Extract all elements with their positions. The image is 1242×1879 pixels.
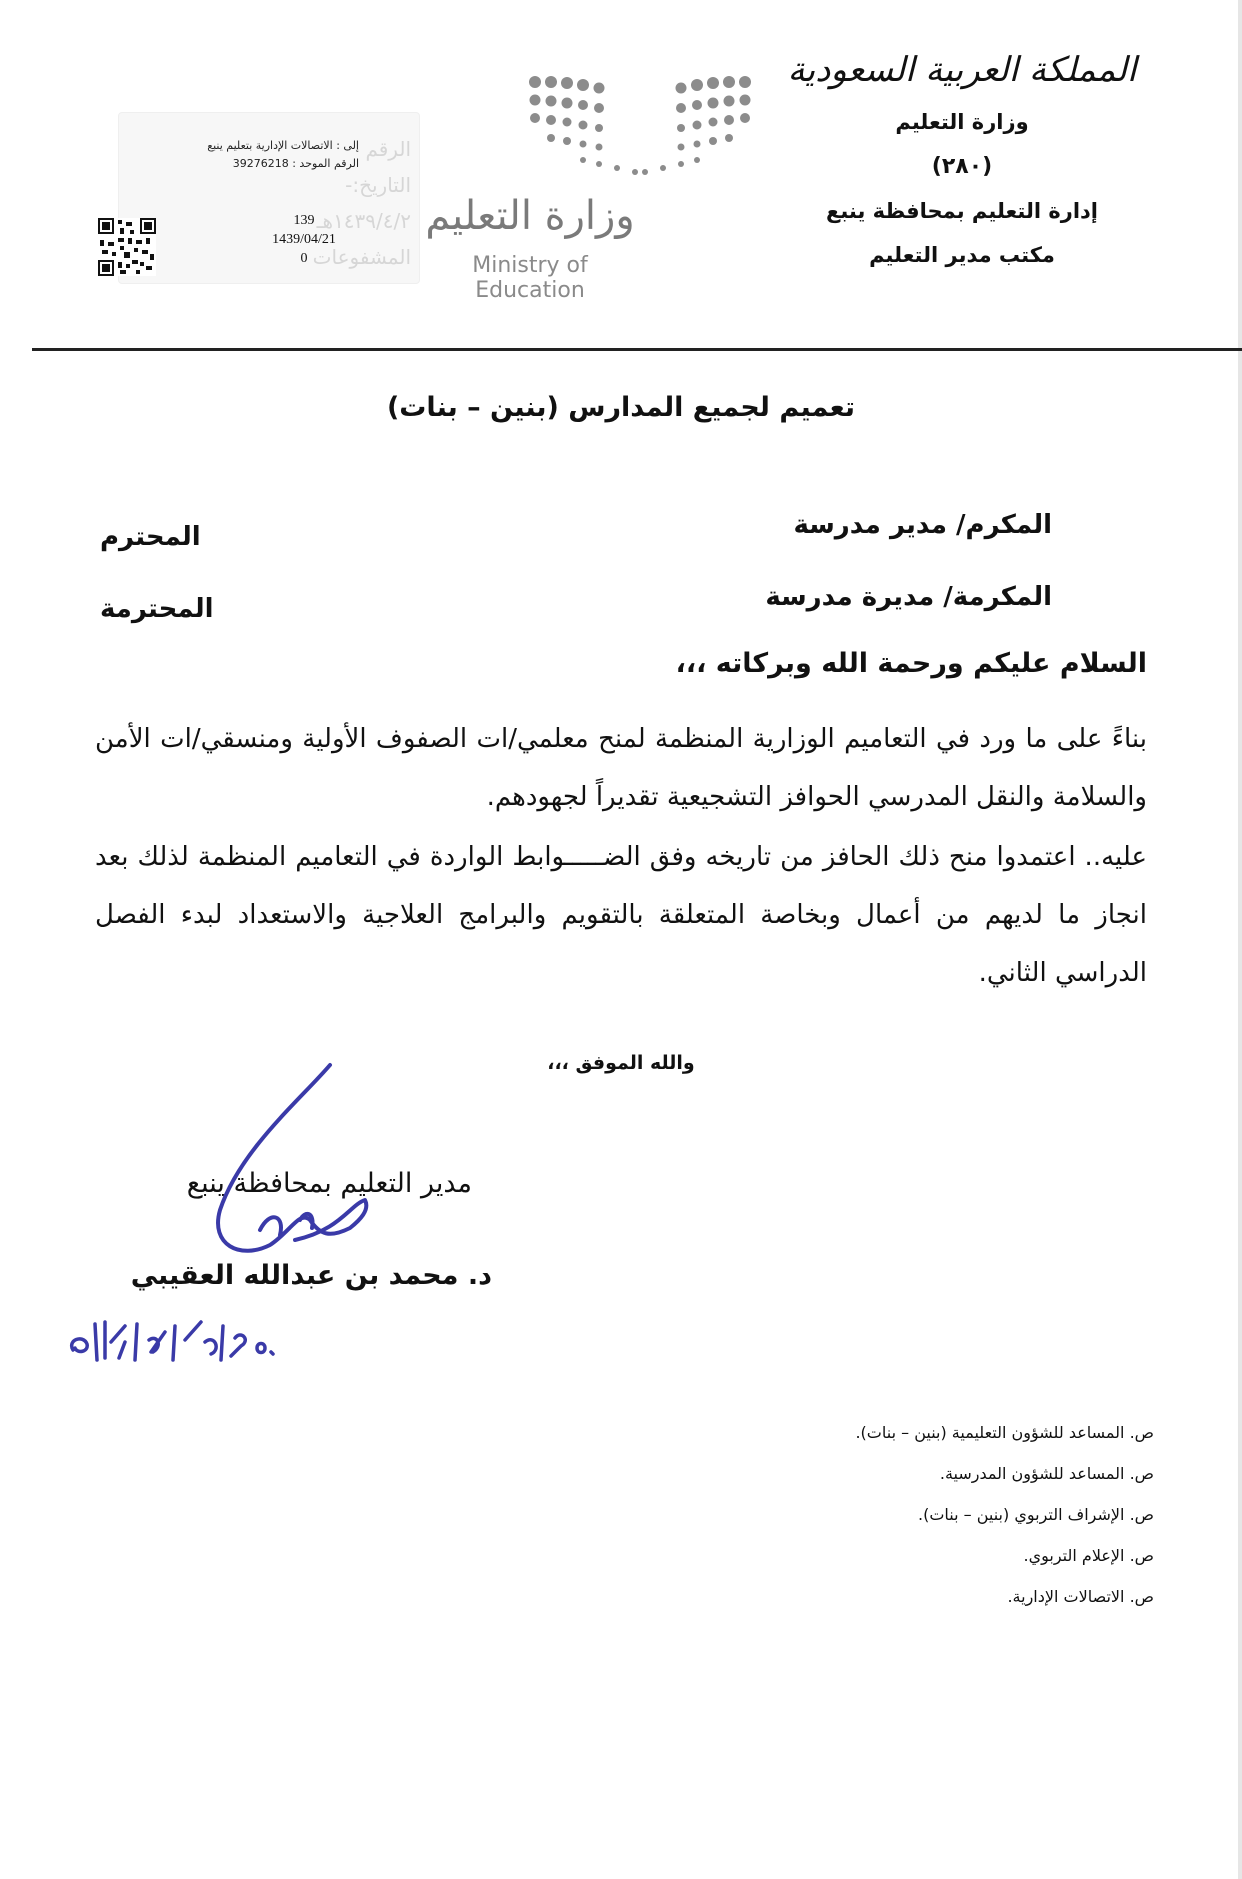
- recipient-female: المكرمة/ مديرة مدرسة: [765, 582, 1052, 612]
- carbon-copy-list: [855, 1412, 1154, 1617]
- logo-english-text: Ministry of Education: [472, 253, 588, 303]
- qr-code-icon: [98, 218, 156, 276]
- logo-dots-icon: [525, 70, 755, 180]
- stamp-date: 1439/04/21: [272, 232, 336, 247]
- header-divider: [32, 348, 1242, 351]
- logo-arabic-text: وزارة التعليم: [425, 193, 635, 239]
- signature-scribble-icon: [200, 1060, 410, 1280]
- recipient-male-suffix: المحترم: [100, 522, 201, 552]
- stamp-faded-number: الرقم: [365, 137, 411, 161]
- body-paragraph-2: عليه.. اعتمدوا منح ذلك الحافز من تاريخه وفق الضـــــوابط الواردة في التعاميم المنظمة لذلك بعد انجاز ما لديهم من أعمال وبخاصة المتعلقة بالتقويم والبرامج العلاجية والاستعداد لبدء الفصل الدراسي الثاني.: [95, 842, 1147, 988]
- registry-stamp: [118, 112, 420, 284]
- closing-line: والله الموفق ،،،: [547, 1052, 695, 1074]
- stamp-recipient: إلى : الاتصالات الإدارية بتعليم ينبع: [207, 139, 359, 152]
- recipient-female-suffix: المحترمة: [100, 594, 214, 624]
- page-edge: [1238, 0, 1242, 1879]
- handwritten-date-icon: [65, 1312, 315, 1372]
- cc-item: ص. الاتصالات الإدارية.: [1007, 1587, 1154, 1606]
- greeting: السلام عليكم ورحمة الله وبركاته ،،،: [675, 648, 1147, 679]
- cc-item: ص. الإعلام التربوي.: [1023, 1546, 1154, 1565]
- stamp-attachments: 0: [300, 251, 308, 266]
- circular-title: تعميم لجميع المدارس (بنين – بنات): [386, 392, 856, 423]
- department-name: إدارة التعليم بمحافظة ينبع: [825, 199, 1098, 223]
- ministry-code: (٢٨٠): [931, 154, 993, 179]
- stamp-values: [259, 211, 349, 268]
- letterhead-right: [752, 50, 1172, 287]
- cc-item: ص. المساعد للشؤون المدرسية.: [939, 1464, 1154, 1483]
- office-name: مكتب مدير التعليم: [869, 243, 1055, 267]
- ministry-name: وزارة التعليم: [895, 110, 1029, 134]
- recipient-male: المكرم/ مدير مدرسة: [793, 510, 1052, 540]
- cc-item: ص. المساعد للشؤون التعليمية (بنين – بنات).: [855, 1423, 1154, 1442]
- stamp-unified-number: الرقم الموحد : 39276218: [232, 157, 359, 170]
- stamp-faded-date: التاريخ:- ١٤٣٩/٤/٢هـ: [316, 173, 411, 233]
- ministry-logo: [415, 65, 655, 303]
- body-paragraph-1: بناءً على ما ورد في التعاميم الوزارية المنظمة لمنح معلمي/ات الصفوف الأولية ومنسقي/ات الأمن والسلامة والنقل المدرسي الحوافز التشجيعية تقديراً لجهودهم.: [95, 724, 1147, 812]
- signatory-name: د. محمد بن عبدالله العقيبي: [130, 1260, 492, 1291]
- stamp-faded-attachments: المشفوعات: [312, 245, 411, 269]
- signatory-title: مدير التعليم بمحافظة ينبع: [186, 1168, 472, 1199]
- kingdom-name: المملكة العربية السعودية: [787, 50, 1137, 90]
- stamp-number: 139: [293, 213, 315, 228]
- cc-item: ص. الإشراف التربوي (بنين – بنات).: [918, 1505, 1154, 1524]
